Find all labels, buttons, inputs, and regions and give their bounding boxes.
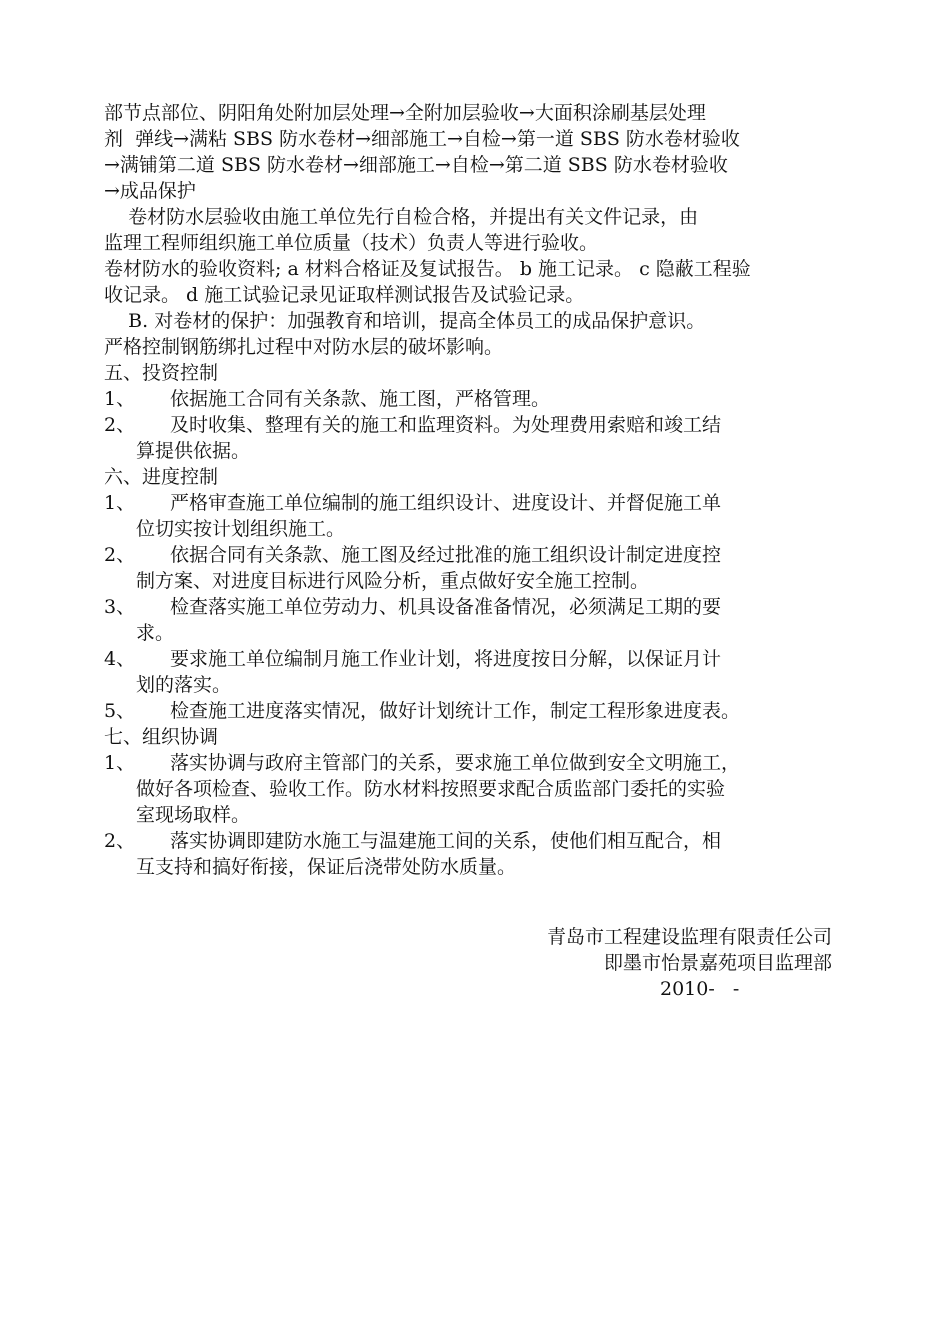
list-number: 2、 bbox=[104, 414, 136, 436]
list-number: 1、 bbox=[104, 388, 136, 410]
list-number: 1、 bbox=[104, 752, 136, 774]
section-heading: 五、投资控制 bbox=[104, 362, 219, 384]
list-item-text: 落实协调即建防水施工与温建施工间的关系，使他们相互配合，相 bbox=[170, 830, 722, 852]
list-item-text: 算提供依据。 bbox=[136, 440, 251, 462]
list-item-text: 依据施工合同有关条款、施工图，严格管理。 bbox=[170, 388, 551, 410]
list-item-text: 位切实按计划组织施工。 bbox=[136, 518, 346, 540]
list-number: 2、 bbox=[104, 544, 136, 566]
list-item-text: 互支持和搞好衔接，保证后浇带处防水质量。 bbox=[136, 856, 517, 878]
list-item-text: 做好各项检查、验收工作。防水材料按照要求配合质监部门委托的实验 bbox=[136, 778, 726, 800]
signature-company: 青岛市工程建设监理有限责任公司 bbox=[546, 926, 832, 948]
text-line: B. 对卷材的保护：加强教育和培训，提高全体员工的成品保护意识。 bbox=[104, 310, 706, 332]
list-number: 4、 bbox=[104, 648, 136, 670]
list-item-text: 制方案、对进度目标进行风险分析，重点做好安全施工控制。 bbox=[136, 570, 650, 592]
list-item-text: 划的落实。 bbox=[136, 674, 232, 696]
signature-department: 即墨市怡景嘉苑项目监理部 bbox=[603, 952, 832, 974]
list-number: 1、 bbox=[104, 492, 136, 514]
list-number: 3、 bbox=[104, 596, 136, 618]
list-item-text: 室现场取样。 bbox=[136, 804, 251, 826]
text-line: →满铺第二道 SBS 防水卷材→细部施工→自检→第二道 SBS 防水卷材验收 bbox=[104, 154, 728, 176]
text-line: 监理工程师组织施工单位质量（技术）负责人等进行验收。 bbox=[104, 232, 599, 254]
text-line: 收记录。 d 施工试验记录见证取样测试报告及试验记录。 bbox=[104, 284, 585, 306]
text-line: 卷材防水层验收由施工单位先行自检合格，并提出有关文件记录，由 bbox=[104, 206, 699, 228]
text-line: 卷材防水的验收资料; a 材料合格证及复试报告。 b 施工记录。 c 隐蔽工程验 bbox=[104, 258, 751, 280]
list-item-text: 求。 bbox=[136, 622, 175, 644]
text-line: →成品保护 bbox=[104, 180, 196, 202]
list-item-text: 依据合同有关条款、施工图及经过批准的施工组织设计制定进度控 bbox=[170, 544, 722, 566]
section-heading: 六、进度控制 bbox=[104, 466, 219, 488]
list-item-text: 落实协调与政府主管部门的关系，要求施工单位做到安全文明施工， bbox=[170, 752, 741, 774]
text-line: 部节点部位、阴阳角处附加层处理→全附加层验收→大面积涂刷基层处理 bbox=[104, 102, 706, 124]
text-line: 严格控制钢筋绑扎过程中对防水层的破坏影响。 bbox=[104, 336, 504, 358]
list-item-text: 检查施工进度落实情况，做好计划统计工作，制定工程形象进度表。 bbox=[170, 700, 741, 722]
text-line: 剂 弹线→满粘 SBS 防水卷材→细部施工→自检→第一道 SBS 防水卷材验收 bbox=[104, 128, 740, 150]
list-item-text: 检查落实施工单位劳动力、机具设备准备情况，必须满足工期的要 bbox=[170, 596, 722, 618]
section-heading: 七、组织协调 bbox=[104, 726, 219, 748]
list-number: 5、 bbox=[104, 700, 136, 722]
list-item-text: 严格审查施工单位编制的施工组织设计、进度设计、并督促施工单 bbox=[170, 492, 722, 514]
list-number: 2、 bbox=[104, 830, 136, 852]
list-item-text: 及时收集、整理有关的施工和监理资料。为处理费用索赔和竣工结 bbox=[170, 414, 722, 436]
list-item-text: 要求施工单位编制月施工作业计划，将进度按日分解，以保证月计 bbox=[170, 648, 722, 670]
signature-date: 2010- - bbox=[660, 978, 740, 1000]
